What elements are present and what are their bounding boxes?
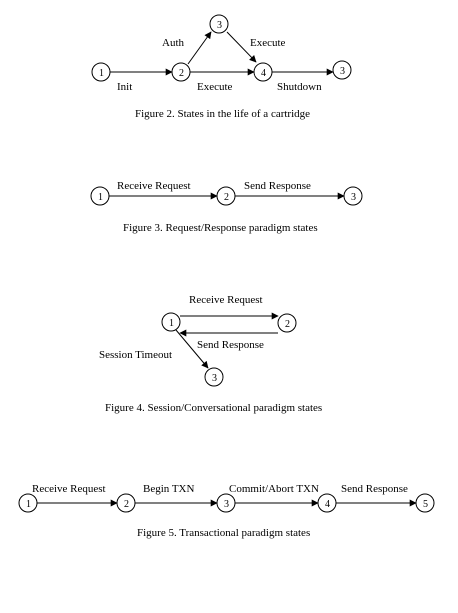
figure-5 — [19, 483, 434, 539]
edge-label-begin-txn: Begin TXN — [143, 483, 195, 495]
state-node-3 — [205, 368, 223, 386]
edge-label-shutdown: Shutdown — [277, 81, 322, 93]
state-node-5 — [333, 61, 351, 79]
state-node-4 — [318, 494, 336, 512]
figure-caption: Figure 2. States in the life of a cartridge — [135, 108, 311, 120]
state-node-label: 1 — [98, 192, 103, 203]
state-node-label: 2 — [224, 192, 229, 203]
state-node-label: 3 — [351, 192, 356, 203]
state-node-3 — [217, 494, 235, 512]
edge-label-init: Init — [117, 81, 133, 93]
state-node-label: 3 — [217, 20, 222, 31]
state-node-5 — [416, 494, 434, 512]
state-node-2 — [217, 187, 235, 205]
edge-label-send-response: Send Response — [197, 339, 264, 351]
state-node-3 — [344, 187, 362, 205]
edge-label-session-timeout: Session Timeout — [99, 349, 173, 361]
state-node-label: 3 — [340, 66, 345, 77]
figure-3 — [91, 180, 362, 234]
edge-label-auth: Auth — [162, 37, 184, 49]
state-node-2 — [278, 314, 296, 332]
state-node-label: 1 — [26, 499, 31, 510]
state-node-label: 5 — [423, 499, 428, 510]
figure-2 — [92, 15, 351, 120]
state-node-label: 3 — [212, 373, 217, 384]
state-node-label: 2 — [285, 319, 290, 330]
state-node-label: 3 — [224, 499, 229, 510]
state-node-1 — [162, 313, 180, 331]
state-node-label: 2 — [179, 68, 184, 79]
state-node-4 — [254, 63, 272, 81]
figure-4 — [99, 294, 322, 414]
state-node-3 — [210, 15, 228, 33]
figure-caption: Figure 3. Request/Response paradigm states — [123, 222, 318, 234]
edge-label-receive-request: Receive Request — [117, 180, 191, 192]
edge-label-execute-bottom: Execute — [197, 81, 233, 93]
edge-label-execute-top: Execute — [250, 37, 286, 49]
state-node-label: 1 — [169, 318, 174, 329]
state-node-2 — [172, 63, 190, 81]
edge-auth — [188, 32, 211, 64]
state-node-label: 2 — [124, 499, 129, 510]
edge-label-commit-abort-txn: Commit/Abort TXN — [229, 483, 319, 495]
edge-label-receive-request: Receive Request — [32, 483, 106, 495]
edge-label-send-response: Send Response — [244, 180, 311, 192]
state-node-label: 1 — [99, 68, 104, 79]
figure-caption: Figure 4. Session/Conversational paradigm states — [105, 402, 323, 414]
state-node-2 — [117, 494, 135, 512]
state-node-1 — [92, 63, 110, 81]
state-node-label: 4 — [261, 68, 266, 79]
figure-caption: Figure 5. Transactional paradigm states — [137, 527, 311, 539]
state-node-1 — [19, 494, 37, 512]
state-node-1 — [91, 187, 109, 205]
edge-label-receive-request: Receive Request — [189, 294, 263, 306]
edge-label-send-response: Send Response — [341, 483, 408, 495]
state-node-label: 4 — [325, 499, 330, 510]
